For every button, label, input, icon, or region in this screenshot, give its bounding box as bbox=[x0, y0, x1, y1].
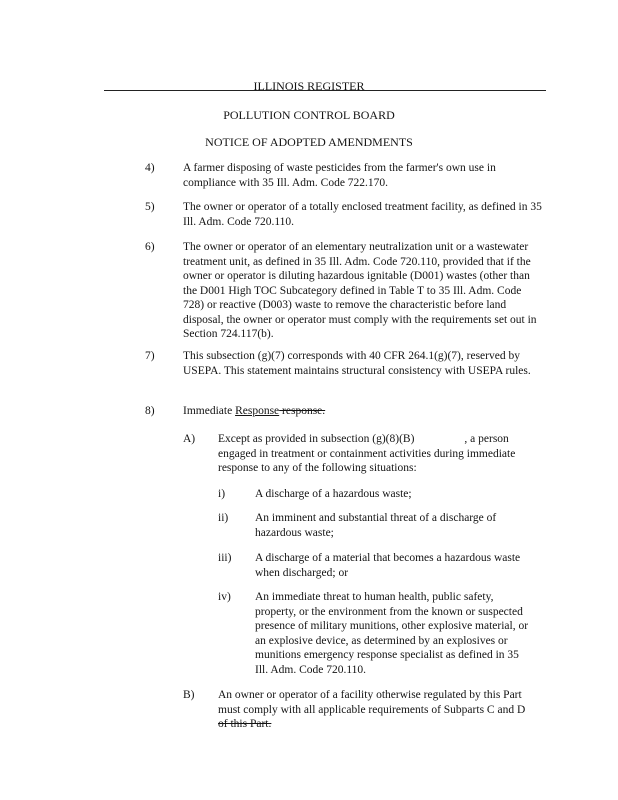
roman-line: when discharged; or bbox=[255, 566, 349, 579]
roman-line: An imminent and substantial threat of a discharge of bbox=[255, 512, 497, 524]
heading-text: Immediate bbox=[183, 405, 236, 417]
subsection-line bbox=[218, 432, 548, 447]
roman-line: An immediate threat to human health, public safety, bbox=[255, 591, 494, 603]
item-number: 4) bbox=[145, 162, 155, 174]
roman-line: A discharge of a hazardous waste; bbox=[255, 488, 412, 500]
roman-line: presence of military munitions, other explosive material, or bbox=[255, 620, 529, 632]
item-number: 6) bbox=[145, 241, 155, 253]
roman-line: munitions emergency response specialist as defined in 35 bbox=[255, 649, 519, 661]
subsection-label: A) bbox=[183, 433, 196, 445]
item-text: A farmer disposing of waste pesticides from the farmer's own use in compliance with 35 Ill. Adm. Code 722.170. bbox=[183, 162, 496, 189]
roman-line: Ill. Adm. Code 720.110. bbox=[255, 663, 367, 676]
subsection-label: B) bbox=[183, 689, 195, 701]
roman-label: i) bbox=[218, 488, 226, 500]
roman-line: an explosive device, as determined by an explosives or bbox=[255, 634, 508, 647]
register-title: ILLINOIS REGISTER bbox=[253, 79, 365, 93]
subsection-text: , a person bbox=[464, 433, 509, 445]
item-number: 7) bbox=[145, 350, 155, 362]
subsection-text: Except as provided in subsection (g)(8)(B) bbox=[218, 433, 415, 445]
roman-label: iv) bbox=[218, 591, 231, 603]
subsection-line: must comply with all applicable requirements of Subparts C and D bbox=[218, 703, 526, 716]
notice-title: NOTICE OF ADOPTED AMENDMENTS bbox=[205, 135, 413, 149]
item-heading bbox=[183, 404, 543, 419]
subsection-line: response to any of the following situations: bbox=[218, 462, 417, 474]
board-title: POLLUTION CONTROL BOARD bbox=[223, 108, 395, 122]
deleted-text: of this Part. bbox=[218, 718, 272, 730]
item-number: 8) bbox=[145, 405, 155, 417]
item-text: This subsection (g)(7) corresponds with 40 CFR 264.1(g)(7), reserved by USEPA. This statement maintains structural consistency with USEPA rules. bbox=[183, 350, 531, 377]
redacted-area bbox=[414, 434, 464, 442]
header-rule bbox=[104, 90, 546, 91]
item-number: 5) bbox=[145, 201, 155, 213]
roman-line: property, or the environment from the known or suspected bbox=[255, 605, 523, 618]
item-text: The owner or operator of a totally enclosed treatment facility, as defined in 35 Ill. Adm. Code 720.110. bbox=[183, 201, 542, 228]
item-text: The owner or operator of an elementary neutralization unit or a wastewater treatment unit, as defined in 35 Ill. Adm. Code 720.110, provided that if the owner or operator is diluting hazardous ignitable (D001) wastes (other than the D001 High TOC Subcategory defined in Table T to 35 Ill. Adm. Code 728) or reactive (D003) waste to remove the characteristic before land disposal, the owner or operator must comply with the requirements set out in Section 724.117(b). bbox=[183, 241, 537, 340]
inserted-text: Response bbox=[235, 405, 280, 417]
roman-label: ii) bbox=[218, 512, 229, 524]
deleted-text: response. bbox=[279, 405, 326, 417]
roman-line: A discharge of a material that becomes a hazardous waste bbox=[255, 552, 521, 564]
roman-line: hazardous waste; bbox=[255, 526, 334, 539]
subsection-line: engaged in treatment or containment activities during immediate bbox=[218, 447, 516, 460]
subsection-line: An owner or operator of a facility otherwise regulated by this Part bbox=[218, 689, 522, 701]
roman-label: iii) bbox=[218, 552, 232, 564]
